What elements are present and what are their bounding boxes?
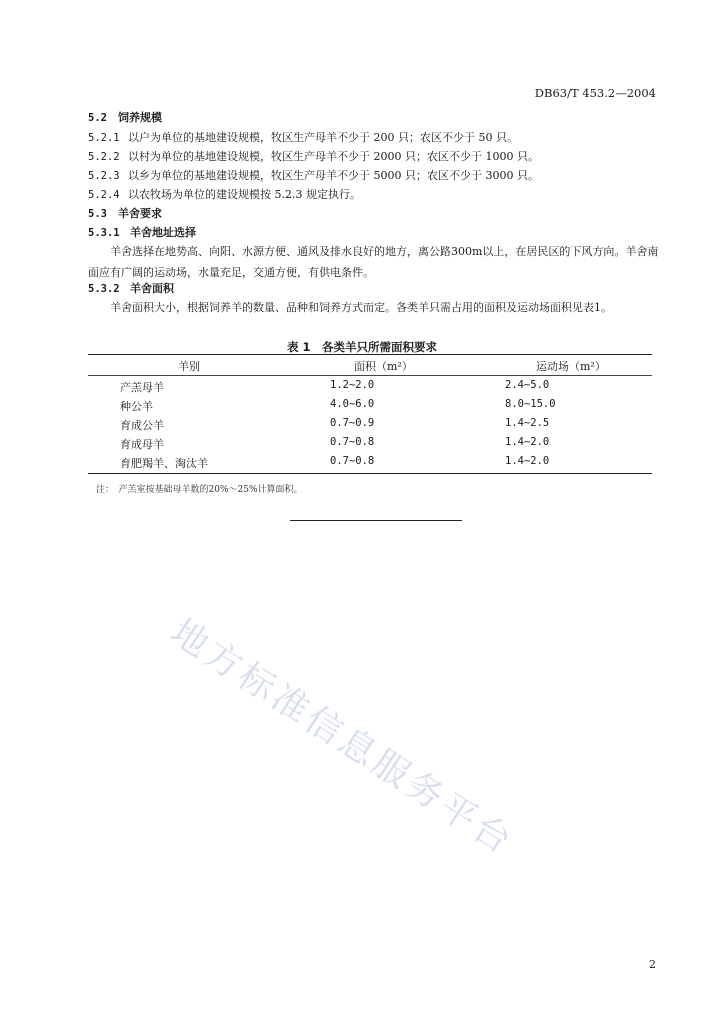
table-top-rule: [88, 354, 652, 355]
clause-text: 以乡为单位的基地建设规模，牧区生产母羊不少于 5000 只；农区不少于 3000 只。: [128, 169, 539, 182]
clause-text: 以农牧场为单位的建设规模按 5.2.3 规定执行。: [128, 188, 361, 201]
table-header-area: 面积（m²）: [354, 360, 413, 373]
cell-category: 育成母羊: [120, 438, 164, 451]
cell-category: 种公羊: [120, 400, 153, 413]
table-header-category: 羊别: [178, 360, 200, 373]
section-number: 5.3: [88, 208, 107, 220]
clause-text: 以户为单位的基地建设规模，牧区生产母羊不少于 200 只；农区不少于 50 只。: [128, 131, 518, 144]
section-title: 羊舍要求: [118, 207, 162, 220]
cell-area: 1.2~2.0: [330, 379, 375, 391]
cell-yard: 1.4~2.5: [505, 417, 550, 429]
cell-area: 4.0~6.0: [330, 398, 375, 410]
cell-yard: 2.4~5.0: [505, 379, 550, 391]
table-bottom-rule: [88, 473, 652, 474]
clause-number: 5.2.1: [88, 132, 120, 144]
section-title: 饲养规模: [118, 111, 162, 124]
cell-category: 产羔母羊: [120, 381, 164, 394]
end-of-document-rule: [290, 520, 462, 521]
clause-5-2-3: [88, 169, 539, 183]
clause-number: 5.2.4: [88, 189, 120, 201]
clause-number: 5.2.2: [88, 151, 120, 163]
cell-area: 0.7~0.8: [330, 455, 375, 467]
page-number: 2: [649, 958, 656, 971]
cell-category: 育肥羯羊、淘汰羊: [120, 457, 208, 470]
section-number: 5.2: [88, 112, 107, 124]
cell-area: 0.7~0.8: [330, 436, 375, 448]
cell-yard: 8.0~15.0: [505, 398, 556, 410]
clause-number: 5.3.1: [88, 227, 120, 239]
clause-5-3-1-paragraph: 羊舍选择在地势高、向阳、水源方便、通风及排水良好的地方，离公路300m以上，在居民区的下风方向。羊舍南面应有广阔的运动场，水量充足，交通方便，有供电条件。: [88, 245, 659, 279]
section-5-2-heading: [88, 111, 162, 125]
watermark: 地方标准信息服务平台: [163, 611, 522, 864]
clause-5-2-1: [88, 131, 518, 145]
table-header-rule: [88, 375, 652, 376]
clause-5-2-2: [88, 150, 539, 164]
clause-5-3-1-heading: [88, 226, 196, 240]
cell-category: 育成公羊: [120, 419, 164, 432]
cell-area: 0.7~0.9: [330, 417, 375, 429]
clause-number: 5.3.2: [88, 283, 120, 295]
table-caption: 表 1 各类羊只所需面积要求: [286, 340, 437, 354]
clause-number: 5.2.3: [88, 170, 120, 182]
cell-yard: 1.4~2.0: [505, 436, 550, 448]
cell-yard: 1.4~2.0: [505, 455, 550, 467]
clause-5-2-4: [88, 188, 361, 202]
section-5-3-heading: [88, 207, 162, 221]
clause-5-3-2-heading: [88, 282, 174, 296]
table-header-yard: 运动场（m²）: [536, 360, 606, 373]
document-id-header: DB63/T 453.2—2004: [534, 86, 656, 100]
clause-title: 羊舍面积: [130, 282, 174, 295]
table-note: 注： 产羔室按基础母羊数的20%～25%计算面积。: [96, 485, 303, 495]
clause-5-3-2-paragraph: 羊舍面积大小，根据饲养羊的数量、品种和饲养方式而定。各类羊只需占用的面积及运动场面积见表1。: [110, 301, 612, 314]
clause-title: 羊舍地址选择: [130, 226, 196, 239]
clause-text: 以村为单位的基地建设规模，牧区生产母羊不少于 2000 只；农区不少于 1000 只。: [128, 150, 539, 163]
